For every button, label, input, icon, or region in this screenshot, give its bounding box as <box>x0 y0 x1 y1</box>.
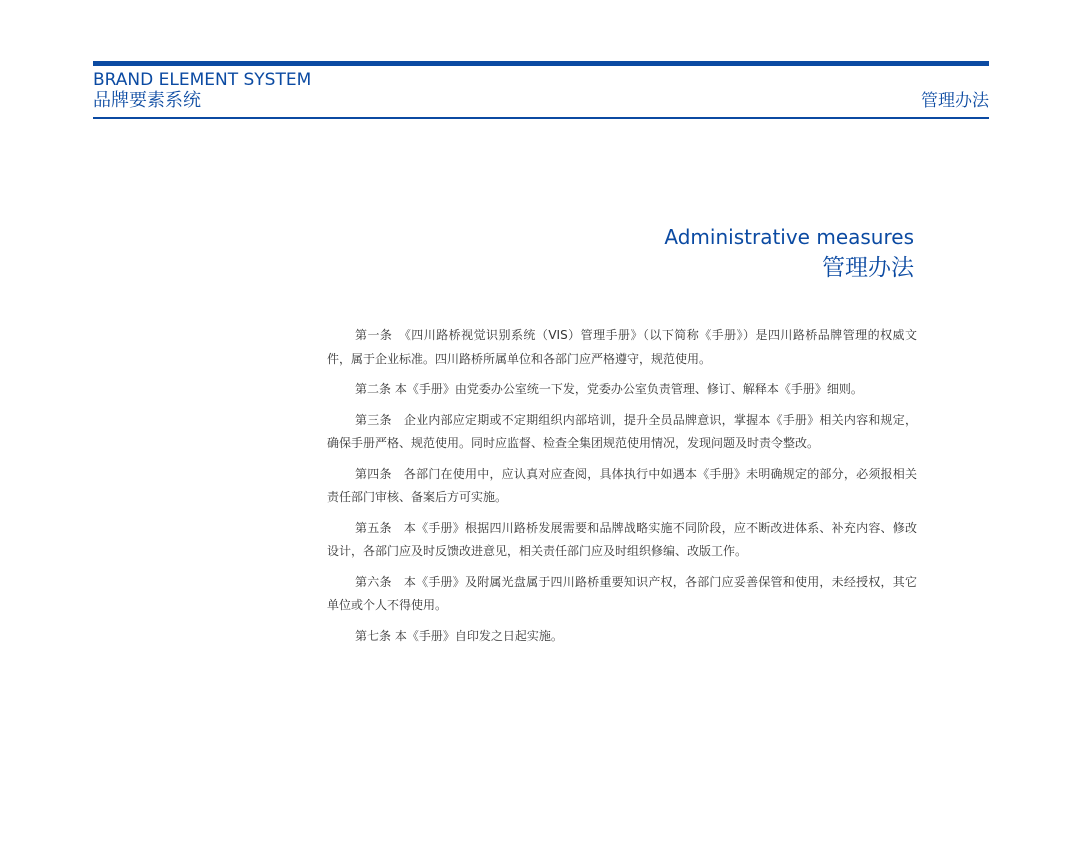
header-top-bar <box>93 61 989 66</box>
article-2: 第二条 本《手册》由党委办公室统一下发，党委办公室负责管理、修订、解释本《手册》细则。 <box>355 382 863 396</box>
brand-title-en: BRAND ELEMENT SYSTEM <box>93 70 312 90</box>
article-4: 第四条 各部门在使用中，应认真对应查阅，具体执行中如遇本《手册》未明确规定的部分，必须报相关责任部门审核、备案后方可实施。 <box>327 466 917 504</box>
page-title-cn: 管理办法 <box>822 255 914 281</box>
page-title-en: Administrative measures <box>664 225 914 249</box>
header-divider <box>93 117 989 119</box>
article-6: 第六条 本《手册》及附属光盘属于四川路桥重要知识产权，各部门应妥善保管和使用，未经授权，其它单位或个人不得使用。 <box>327 574 917 612</box>
article-5: 第五条 本《手册》根据四川路桥发展需要和品牌战略实施不同阶段，应不断改进体系、补充内容、修改设计，各部门应及时反馈改进意见，相关责任部门应及时组织修编、改版工作。 <box>327 520 917 558</box>
article-7: 第七条 本《手册》自印发之日起实施。 <box>355 628 563 643</box>
article-list <box>327 324 917 655</box>
header-section-title: 管理办法 <box>921 91 989 111</box>
article-1: 第一条 《四川路桥视觉识别系统（VIS）管理手册》（以下简称《手册》）是四川路桥品牌管理的权威文件，属于企业标准。四川路桥所属单位和各部门应严格遵守，规范使用。 <box>327 328 917 366</box>
brand-title-cn: 品牌要素系统 <box>93 90 201 111</box>
article-3: 第三条 企业内部应定期或不定期组织内部培训，提升全员品牌意识，掌握本《手册》相关内容和规定，确保手册严格、规范使用。同时应监督、检查全集团规范使用情况，发现问题及时责令整改。 <box>327 412 917 450</box>
